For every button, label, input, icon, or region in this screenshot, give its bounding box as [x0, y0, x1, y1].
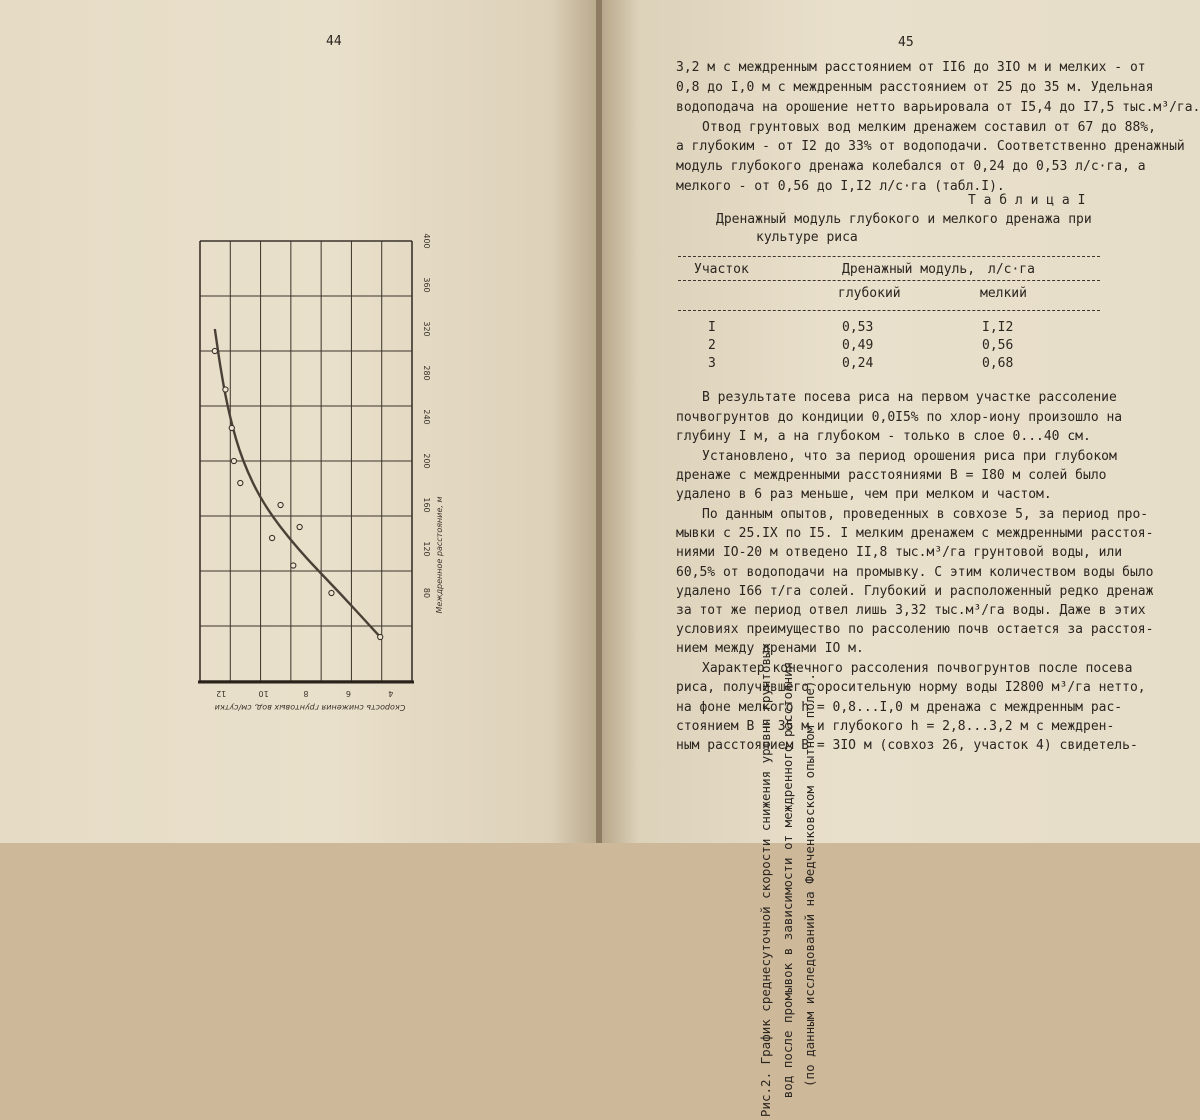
data-point	[291, 563, 296, 568]
caption-line-2: вод после промывок в зависимости от междренного расстояния	[780, 661, 795, 1099]
caption-line-3: (по данным исследований на Федченковском опытном поле).	[802, 673, 817, 1087]
table-cell: 2	[708, 338, 716, 353]
chart-axis-titles	[215, 497, 444, 713]
text-line: глубину I м, а на глубоком - только в слое 0...40 см.	[676, 429, 1091, 444]
text-line: 0,8 до I,0 м с междренным расстоянием от 25 до 35 м. Удельная	[676, 80, 1154, 95]
table-rule	[678, 280, 1100, 281]
data-point	[269, 535, 274, 540]
table-title-line-2: культуре риса	[756, 230, 858, 245]
x-tick-label: 120	[422, 541, 431, 557]
text-line: условиях преимущество по рассолению почв остается за расстоя-	[676, 622, 1154, 637]
data-point	[378, 634, 383, 639]
table-cell: I	[708, 320, 716, 335]
table-rule	[678, 310, 1100, 311]
text-line: мывки с 25.IX по I5. I мелким дренажем с междренными расстоя-	[676, 526, 1154, 541]
text-line: 3,2 м с междренным расстоянием от II6 до 3IO м и мелких - от	[676, 60, 1146, 75]
text-line: По данным опытов, проведенных в совхозе 5, за период про-	[702, 507, 1149, 522]
text-line: а глубоким - от I2 до 33% от водоподачи. Соответственно дренажный	[676, 139, 1185, 154]
chart-grid	[198, 241, 414, 682]
header-plot: Участок	[694, 262, 749, 277]
header-deep: глубокий	[838, 286, 901, 301]
x-tick-label: 240	[422, 409, 431, 425]
data-point	[212, 348, 217, 353]
x-tick-label: 280	[422, 365, 431, 381]
chart-ticks	[216, 233, 431, 698]
y-tick-label: 6	[345, 689, 351, 698]
data-point	[223, 387, 228, 392]
x-tick-label: 80	[422, 587, 431, 599]
table-cell: 0,56	[982, 338, 1014, 353]
text-line: ным расстоянием B = 3IO м (совхоз 26, участок 4) свидетель-	[676, 738, 1138, 753]
x-tick-label: 400	[422, 233, 431, 249]
x-tick-label: 360	[422, 277, 431, 293]
text-line: Установлено, что за период орошения риса при глубоком	[702, 449, 1117, 464]
text-line: водоподача на орошение нетто варьировала от I5,4 до I7,5 тыс.м³/га.	[676, 100, 1200, 115]
page-number-right: 45	[898, 35, 914, 50]
table-cell: 0,68	[982, 356, 1014, 371]
data-point	[278, 502, 283, 507]
table-cell: 0,49	[842, 338, 874, 353]
text-line: ниями IO-20 м отведено II,8 тыс.м³/га грунтовой воды, или	[676, 545, 1123, 560]
data-point	[238, 480, 243, 485]
text-line: стоянием B = 35 м и глубокого h = 2,8...3,2 м с междрен-	[676, 719, 1115, 734]
table-label: Т а б л и ц а I	[968, 193, 1086, 208]
y-tick-label: 12	[216, 689, 227, 698]
text-line: риса, получившего оросительную норму воды I2800 м³/га нетто,	[676, 680, 1146, 695]
header-unit: л/с·га	[988, 262, 1035, 277]
x-tick-label: 200	[422, 453, 431, 469]
header-shallow: мелкий	[980, 286, 1027, 301]
y-axis-title: Скорость снижения грунтовых вод, см/сутки	[214, 703, 406, 712]
table-rule	[678, 256, 1100, 257]
text-line: нием между дренами IO м.	[676, 641, 864, 656]
text-line: удалено в 6 раз меньше, чем при мелком и частом.	[676, 487, 1052, 502]
table-cell: 3	[708, 356, 716, 371]
table-title-line-1: Дренажный модуль глубокого и мелкого дренажа при	[716, 212, 1092, 227]
x-tick-label: 160	[422, 497, 431, 513]
y-tick-label: 10	[258, 689, 269, 698]
x-axis-title: Междренное расстояние, м	[435, 496, 444, 614]
table-cell: I,I2	[982, 320, 1014, 335]
y-tick-label: 8	[303, 689, 309, 698]
text-line: Отвод грунтовых вод мелким дренажем составил от 67 до 88%,	[702, 120, 1156, 135]
table-cell: 0,24	[842, 356, 874, 371]
table-cell: 0,53	[842, 320, 874, 335]
text-line: модуль глубокого дренажа колебался от 0,24 до 0,53 л/с·га, а	[676, 159, 1146, 174]
text-line: мелкого - от 0,56 до I,I2 л/с·га (табл.I).	[676, 179, 1005, 194]
caption-line-1: Рис.2. График среднесуточной скорости снижения уровня грунтовых	[758, 642, 773, 1118]
data-point	[297, 524, 302, 529]
drainage-chart	[170, 225, 460, 715]
text-line: удалено I66 т/га солей. Глубокий и расположенный редко дренаж	[676, 584, 1154, 599]
data-point	[329, 590, 334, 595]
y-tick-label: 4	[388, 689, 394, 698]
text-line: почвогрунтов до кондиции 0,0I5% по хлор-иону произошло на	[676, 410, 1123, 425]
data-points	[212, 348, 383, 639]
text-line: на фоне мелкого h = 0,8...I,0 м дренажа с междренным рас-	[676, 700, 1123, 715]
text-line: В результате посева риса на первом участке рассоление	[702, 390, 1117, 405]
text-line: за тот же период отвел лишь 3,32 тыс.м³/га воды. Даже в этих	[676, 603, 1146, 618]
text-line: Характер конечного рассоления почвогрунтов после посева	[702, 661, 1133, 676]
page-number-left: 44	[326, 34, 342, 49]
text-line: 60,5% от водоподачи на промывку. С этим количеством воды было	[676, 565, 1154, 580]
text-line: дренаже с междренными расстояниями B = I80 м солей было	[676, 468, 1107, 483]
data-point	[229, 425, 234, 430]
data-point	[231, 458, 236, 463]
header-module: Дренажный модуль,	[842, 262, 976, 277]
x-tick-label: 320	[422, 321, 431, 337]
